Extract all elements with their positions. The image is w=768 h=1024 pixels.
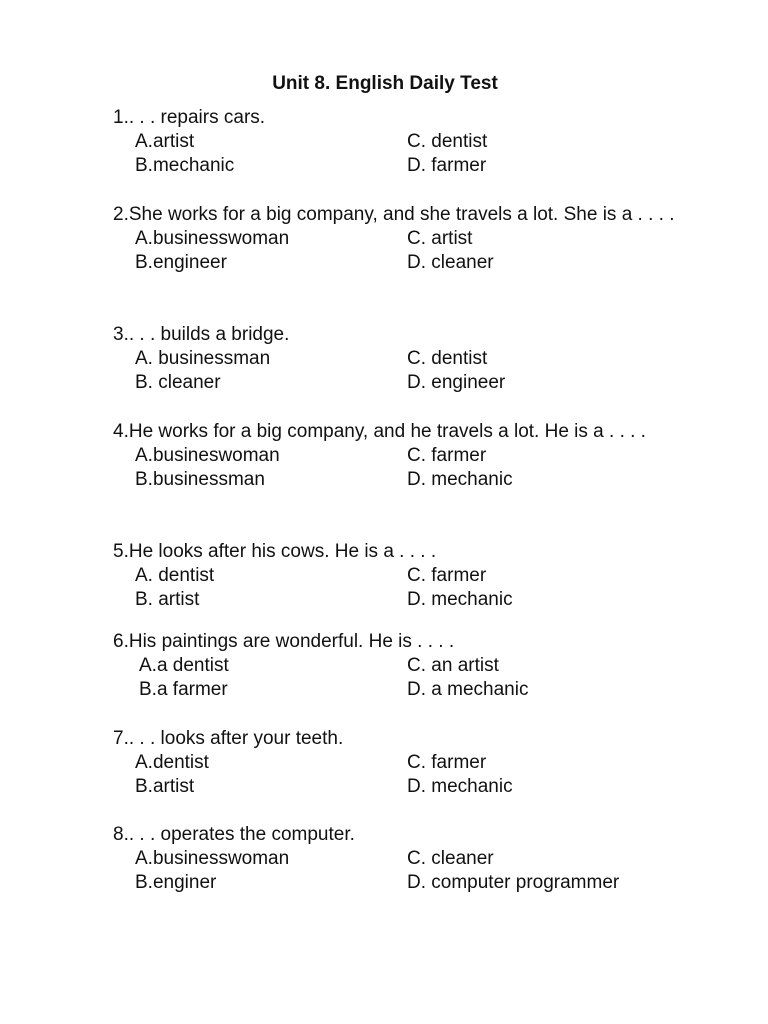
question-number: 4. (113, 421, 129, 442)
option-b[interactable]: B. artist (135, 589, 200, 610)
option-a[interactable]: A.a dentist (139, 655, 229, 676)
question-8 (113, 823, 678, 895)
question-text: . . . builds a bridge. (128, 324, 290, 345)
question-1 (113, 106, 678, 178)
question-6 (113, 630, 678, 702)
options (113, 227, 678, 275)
option-d[interactable]: D. mechanic (407, 589, 513, 610)
option-d[interactable]: D. mechanic (407, 776, 513, 797)
question-number: 7. (113, 728, 129, 749)
question-text: . . . repairs cars. (128, 107, 266, 128)
option-d[interactable]: D. mechanic (407, 469, 513, 490)
option-b[interactable]: B.engineer (135, 252, 227, 273)
question-number: 2. (113, 204, 129, 225)
option-c[interactable]: C. farmer (407, 565, 487, 586)
question-stem (113, 540, 678, 564)
option-d[interactable]: D. cleaner (407, 252, 494, 273)
options (113, 347, 678, 395)
option-c[interactable]: C. cleaner (407, 848, 494, 869)
option-b[interactable]: B.businessman (135, 469, 265, 490)
option-c[interactable]: C. an artist (407, 655, 499, 676)
options (113, 847, 678, 895)
page-title: Unit 8. English Daily Test (272, 73, 498, 94)
option-b[interactable]: B.enginer (135, 872, 217, 893)
question-text: His paintings are wonderful. He is . . . . (128, 631, 455, 652)
question-stem (113, 727, 678, 751)
options (113, 564, 678, 612)
question-stem (113, 106, 678, 130)
question-text: He looks after his cows. He is a . . . . (128, 541, 437, 562)
option-d[interactable]: D. engineer (407, 372, 506, 393)
question-text: He works for a big company, and he travels a lot. He is a . . . . (128, 421, 646, 442)
option-a[interactable]: A. businessman (135, 348, 271, 369)
question-text: . . . operates the computer. (128, 824, 355, 845)
question-stem (113, 420, 678, 444)
option-a[interactable]: A. dentist (135, 565, 215, 586)
question-2 (113, 203, 678, 275)
question-stem (113, 630, 678, 654)
question-7 (113, 727, 678, 799)
options (113, 751, 678, 799)
question-number: 1. (113, 107, 129, 128)
option-a[interactable]: A.businesswoman (135, 848, 290, 869)
options (113, 654, 678, 702)
option-d[interactable]: D. farmer (407, 155, 487, 176)
question-stem (113, 823, 678, 847)
question-stem (113, 203, 678, 227)
option-a[interactable]: A.dentist (135, 752, 209, 773)
options (113, 444, 678, 492)
question-number: 3. (113, 324, 129, 345)
option-c[interactable]: C. dentist (407, 131, 488, 152)
option-d[interactable]: D. computer programmer (407, 872, 620, 893)
option-b[interactable]: B.mechanic (135, 155, 235, 176)
question-5 (113, 540, 678, 612)
option-c[interactable]: C. farmer (407, 445, 487, 466)
option-c[interactable]: C. dentist (407, 348, 488, 369)
question-number: 8. (113, 824, 129, 845)
option-b[interactable]: B. cleaner (135, 372, 221, 393)
option-d[interactable]: D. a mechanic (407, 679, 529, 700)
option-a[interactable]: A.artist (135, 131, 195, 152)
question-number: 6. (113, 631, 129, 652)
question-3 (113, 323, 678, 395)
option-c[interactable]: C. farmer (407, 752, 487, 773)
options (113, 130, 678, 178)
option-b[interactable]: B.artist (135, 776, 195, 797)
option-a[interactable]: A.businesswoman (135, 228, 290, 249)
option-b[interactable]: B.a farmer (139, 679, 228, 700)
question-stem (113, 323, 678, 347)
option-c[interactable]: C. artist (407, 228, 473, 249)
question-text: . . . looks after your teeth. (128, 728, 344, 749)
option-a[interactable]: A.busineswoman (135, 445, 280, 466)
question-4 (113, 420, 678, 492)
question-number: 5. (113, 541, 129, 562)
question-text: She works for a big company, and she travels a lot. She is a . . . . (128, 204, 675, 225)
